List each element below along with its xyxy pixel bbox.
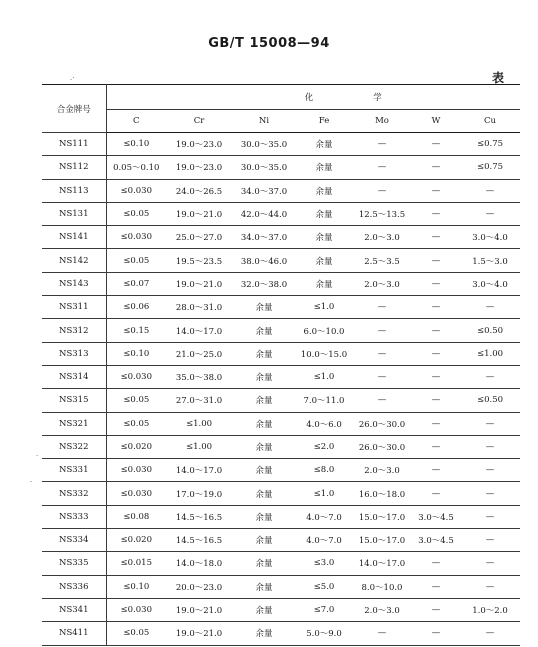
cell-cu: 3.0～4.0 [460,272,520,295]
table-row [42,552,520,575]
cell-mo: 12.5～13.5 [352,202,412,225]
cell-w: — [412,622,460,645]
grade-cell: NS332 [42,482,106,505]
cell-cr: 25.0～27.0 [166,226,232,249]
table-body [42,133,520,646]
cell-cr: 14.5～16.5 [166,505,232,528]
cell-fe: ≤1.0 [296,365,352,388]
grade-cell: NS312 [42,319,106,342]
cell-fe: 余量 [296,156,352,179]
grade-cell: NS313 [42,342,106,365]
cell-cu: — [460,482,520,505]
cell-ni: 余量 [232,575,296,598]
cell-mo: 15.0～17.0 [352,505,412,528]
table-row [42,598,520,621]
chem-header-left: 化 [304,93,374,103]
cell-c: ≤0.10 [106,342,166,365]
cell-mo: 2.0～3.0 [352,459,412,482]
cell-w: — [412,179,460,202]
cell-w: — [412,342,460,365]
cell-w: — [412,133,460,156]
cell-fe: 5.0～9.0 [296,622,352,645]
cell-c: ≤0.05 [106,389,166,412]
cell-ni: 34.0～37.0 [232,179,296,202]
cell-cu: ≤0.75 [460,133,520,156]
table-row [42,622,520,645]
cell-mo: 2.5～3.5 [352,249,412,272]
table-header-row [42,85,520,110]
cell-cr: 28.0～31.0 [166,296,232,319]
cell-cr: 19.5～23.5 [166,249,232,272]
cell-w: 3.0～4.5 [412,505,460,528]
cell-cr: 14.0～17.0 [166,459,232,482]
cell-mo: 8.0～10.0 [352,575,412,598]
cell-c: ≤0.08 [106,505,166,528]
cell-cr: 21.0～25.0 [166,342,232,365]
cell-fe: 7.0～11.0 [296,389,352,412]
cell-fe: ≤3.0 [296,552,352,575]
cell-mo: 14.0～17.0 [352,552,412,575]
column-header-ni: Ni [232,110,296,133]
cell-cu: ≤1.00 [460,342,520,365]
grade-cell: NS411 [42,622,106,645]
table-row [42,179,520,202]
cell-c: ≤0.05 [106,412,166,435]
cell-cu: — [460,412,520,435]
scan-speck: · [36,452,39,460]
cell-ni: 余量 [232,389,296,412]
grade-cell: NS335 [42,552,106,575]
table-row [42,575,520,598]
cell-w: — [412,412,460,435]
grade-cell: NS322 [42,435,106,458]
cell-c: ≤0.030 [106,365,166,388]
cell-mo: — [352,342,412,365]
cell-w: — [412,575,460,598]
cell-fe: ≤1.0 [296,482,352,505]
cell-cu: ≤0.50 [460,319,520,342]
cell-c: ≤0.020 [106,529,166,552]
column-header-mo: Mo [352,110,412,133]
cell-mo: — [352,319,412,342]
grade-cell: NS341 [42,598,106,621]
table-row [42,412,520,435]
cell-cu: — [460,529,520,552]
cell-c: ≤0.15 [106,319,166,342]
grade-cell: NS334 [42,529,106,552]
cell-c: ≤0.05 [106,622,166,645]
cell-ni: 30.0～35.0 [232,156,296,179]
cell-cr: 19.0～23.0 [166,156,232,179]
chemical-composition-table [42,84,520,646]
document-header: GB/T 15008—94 [208,36,330,51]
element-header-row [42,110,520,133]
cell-w: — [412,319,460,342]
cell-fe: 6.0～10.0 [296,319,352,342]
cell-fe: 余量 [296,133,352,156]
cell-cr: 35.0～38.0 [166,365,232,388]
cell-fe: 余量 [296,202,352,225]
cell-c: ≤0.020 [106,435,166,458]
cell-fe: 4.0～6.0 [296,412,352,435]
grade-cell: NS311 [42,296,106,319]
cell-cu: — [460,552,520,575]
table-row [42,249,520,272]
cell-cr: 19.0～21.0 [166,622,232,645]
column-header-c: C [106,110,166,133]
cell-cr: 19.0～21.0 [166,598,232,621]
cell-fe: 4.0～7.0 [296,505,352,528]
table-row [42,296,520,319]
table-row [42,459,520,482]
cell-cu: 1.5～3.0 [460,249,520,272]
grade-column-header: 合金牌号 [42,85,106,133]
cell-c: ≤0.030 [106,226,166,249]
table-row [42,133,520,156]
cell-mo: — [352,133,412,156]
cell-mo: — [352,296,412,319]
cell-cr: 20.0～23.0 [166,575,232,598]
cell-c: ≤0.10 [106,575,166,598]
cell-w: — [412,296,460,319]
grade-cell: NS112 [42,156,106,179]
table-row [42,226,520,249]
cell-ni: 38.0～46.0 [232,249,296,272]
grade-cell: NS315 [42,389,106,412]
cell-mo: 16.0～18.0 [352,482,412,505]
table-row [42,272,520,295]
table-row [42,505,520,528]
cell-cu: — [460,505,520,528]
cell-cu: ≤0.75 [460,156,520,179]
cell-w: — [412,459,460,482]
table-label: 表 [492,71,505,85]
cell-c: ≤0.030 [106,459,166,482]
scan-speck: .· [70,74,75,82]
cell-c: ≤0.05 [106,249,166,272]
cell-ni: 30.0～35.0 [232,133,296,156]
cell-cr: 14.0～17.0 [166,319,232,342]
cell-c: ≤0.030 [106,482,166,505]
cell-w: — [412,365,460,388]
cell-w: — [412,272,460,295]
column-header-w: W [412,110,460,133]
cell-ni: 余量 [232,552,296,575]
cell-cr: ≤1.00 [166,435,232,458]
table-row [42,529,520,552]
cell-mo: 2.0～3.0 [352,272,412,295]
cell-cr: ≤1.00 [166,412,232,435]
table-row [42,319,520,342]
cell-mo: 2.0～3.0 [352,598,412,621]
grade-cell: NS331 [42,459,106,482]
chemical-composition-header [106,85,520,110]
cell-cu: — [460,435,520,458]
grade-cell: NS321 [42,412,106,435]
column-header-fe: Fe [296,110,352,133]
table-row [42,156,520,179]
cell-cu: — [460,622,520,645]
scan-speck: · [30,478,33,486]
cell-cr: 24.0～26.5 [166,179,232,202]
cell-ni: 余量 [232,435,296,458]
cell-fe: 余量 [296,226,352,249]
cell-w: — [412,598,460,621]
grade-cell: NS131 [42,202,106,225]
cell-cu: ≤0.50 [460,389,520,412]
cell-ni: 余量 [232,529,296,552]
cell-fe: ≤8.0 [296,459,352,482]
cell-c: ≤0.05 [106,202,166,225]
cell-fe: 余量 [296,179,352,202]
grade-cell: NS111 [42,133,106,156]
grade-cell: NS314 [42,365,106,388]
table-row [42,202,520,225]
cell-w: — [412,482,460,505]
cell-fe: ≤1.0 [296,296,352,319]
grade-cell: NS143 [42,272,106,295]
grade-cell: NS141 [42,226,106,249]
cell-ni: 32.0～38.0 [232,272,296,295]
chem-header-right: 学 [373,93,382,103]
cell-fe: 10.0～15.0 [296,342,352,365]
cell-c: ≤0.030 [106,598,166,621]
column-header-cr: Cr [166,110,232,133]
cell-c: ≤0.030 [106,179,166,202]
cell-cu: — [460,365,520,388]
cell-mo: — [352,179,412,202]
table-row [42,482,520,505]
cell-w: — [412,249,460,272]
cell-ni: 余量 [232,622,296,645]
cell-cu: 3.0～4.0 [460,226,520,249]
cell-w: 3.0～4.5 [412,529,460,552]
cell-fe: 余量 [296,272,352,295]
cell-w: — [412,552,460,575]
cell-ni: 余量 [232,342,296,365]
cell-w: — [412,389,460,412]
cell-mo: — [352,156,412,179]
cell-ni: 余量 [232,482,296,505]
cell-mo: — [352,365,412,388]
table-row [42,435,520,458]
cell-cu: — [460,296,520,319]
cell-fe: 4.0～7.0 [296,529,352,552]
cell-w: — [412,202,460,225]
grade-cell: NS113 [42,179,106,202]
cell-mo: 26.0～30.0 [352,435,412,458]
table-row [42,342,520,365]
cell-cr: 14.0～18.0 [166,552,232,575]
cell-c: ≤0.015 [106,552,166,575]
table-row [42,389,520,412]
cell-cr: 14.5～16.5 [166,529,232,552]
column-header-cu: Cu [460,110,520,133]
grade-cell: NS333 [42,505,106,528]
cell-w: — [412,435,460,458]
cell-w: — [412,226,460,249]
cell-cu: — [460,459,520,482]
cell-cu: — [460,202,520,225]
cell-cu: 1.0～2.0 [460,598,520,621]
cell-ni: 34.0～37.0 [232,226,296,249]
cell-cu: — [460,575,520,598]
cell-fe: 余量 [296,249,352,272]
cell-fe: ≤2.0 [296,435,352,458]
cell-ni: 余量 [232,598,296,621]
cell-ni: 余量 [232,296,296,319]
cell-c: 0.05～0.10 [106,156,166,179]
cell-ni: 余量 [232,412,296,435]
cell-ni: 余量 [232,459,296,482]
grade-cell: NS142 [42,249,106,272]
cell-cr: 19.0～21.0 [166,202,232,225]
cell-fe: ≤7.0 [296,598,352,621]
cell-ni: 余量 [232,319,296,342]
cell-ni: 余量 [232,365,296,388]
cell-mo: — [352,389,412,412]
cell-cr: 27.0～31.0 [166,389,232,412]
cell-ni: 42.0～44.0 [232,202,296,225]
cell-mo: 2.0～3.0 [352,226,412,249]
cell-mo: — [352,622,412,645]
cell-cr: 19.0～21.0 [166,272,232,295]
cell-mo: 15.0～17.0 [352,529,412,552]
cell-c: ≤0.07 [106,272,166,295]
cell-fe: ≤5.0 [296,575,352,598]
cell-cu: — [460,179,520,202]
cell-c: ≤0.10 [106,133,166,156]
cell-mo: 26.0～30.0 [352,412,412,435]
cell-w: — [412,156,460,179]
cell-cr: 17.0～19.0 [166,482,232,505]
cell-cr: 19.0～23.0 [166,133,232,156]
table-row [42,365,520,388]
cell-c: ≤0.06 [106,296,166,319]
grade-cell: NS336 [42,575,106,598]
cell-ni: 余量 [232,505,296,528]
